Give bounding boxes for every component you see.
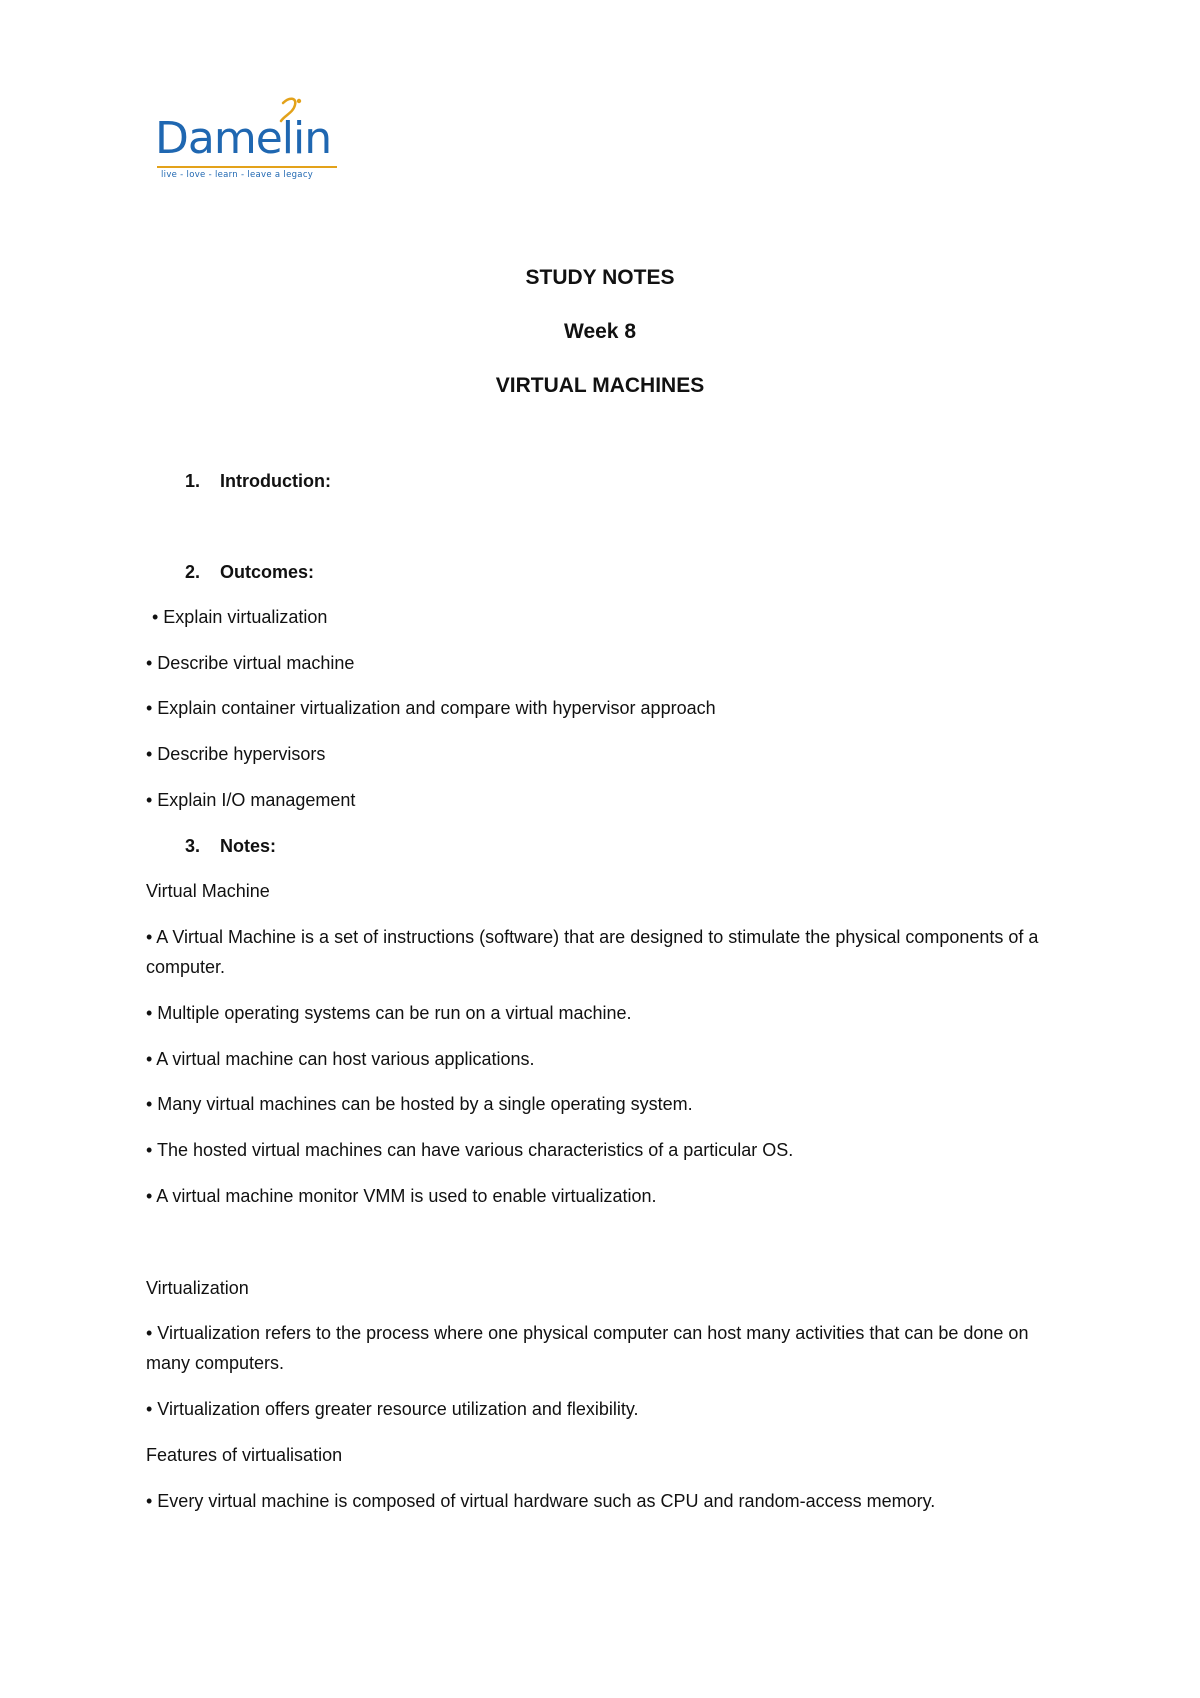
subheading-virtualization: Virtualization — [146, 1278, 249, 1298]
subheading-virtual-machine: Virtual Machine — [146, 881, 270, 901]
section-label: Notes: — [220, 836, 277, 856]
section-introduction — [185, 472, 331, 490]
note-item: • Virtualization offers greater resource utilization and flexibility. — [146, 1399, 639, 1419]
damelin-logo — [155, 95, 345, 190]
note-item: • A virtual machine monitor VMM is used to enable virtualization. — [146, 1186, 657, 1206]
note-item: • Many virtual machines can be hosted by a single operating system. — [146, 1094, 693, 1114]
outcome-item: • Explain I/O management — [146, 790, 356, 810]
note-item: • A Virtual Machine is a set of instructions (software) that are designed to stimulate the physical components of a computer. — [146, 927, 1039, 977]
section-outcomes — [185, 563, 314, 581]
section-number: 1. — [185, 471, 201, 491]
note-item: • The hosted virtual machines can have various characteristics of a particular OS. — [146, 1140, 794, 1160]
logo-divider — [157, 166, 337, 168]
section-label: Introduction: — [220, 471, 331, 491]
section-number: 3. — [185, 836, 201, 856]
note-item: • Every virtual machine is composed of virtual hardware such as CPU and random-access memory. — [146, 1491, 936, 1511]
outcome-item: • Describe hypervisors — [146, 744, 326, 764]
section-number: 2. — [185, 562, 201, 582]
section-notes — [185, 837, 276, 855]
note-item: • Virtualization refers to the process where one physical computer can host many activities that can be done on many computers. — [146, 1323, 1029, 1373]
section-label: Outcomes: — [220, 562, 315, 582]
subheading-features: Features of virtualisation — [146, 1445, 343, 1465]
topic-title: VIRTUAL MACHINES — [495, 374, 705, 397]
document-title: STUDY NOTES — [525, 266, 675, 289]
outcome-item: • Describe virtual machine — [146, 653, 355, 673]
note-item: • Multiple operating systems can be run on a virtual machine. — [146, 1003, 632, 1023]
logo-tagline: live - love - learn - leave a legacy — [161, 170, 314, 180]
logo-wordmark: Damelin — [155, 113, 332, 164]
week-label: Week 8 — [564, 320, 636, 343]
outcome-item: • Explain container virtualization and compare with hypervisor approach — [146, 698, 716, 718]
note-item: • A virtual machine can host various applications. — [146, 1049, 535, 1069]
outcome-item: • Explain virtualization — [152, 607, 328, 627]
